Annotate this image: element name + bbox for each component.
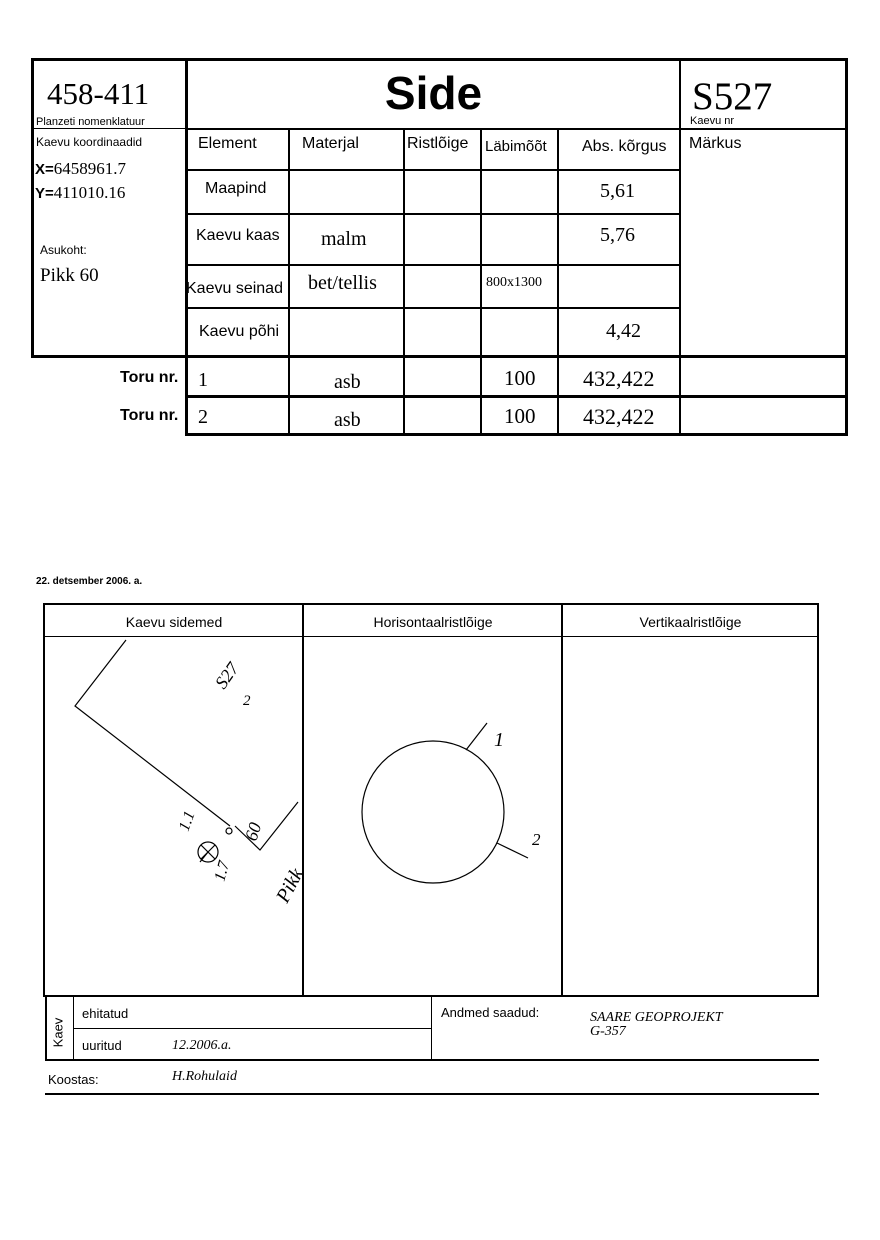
distance-label-2: 1.7: [211, 859, 234, 884]
pipe-material-1: asb: [334, 371, 361, 393]
pipe-2-line: [497, 843, 528, 858]
pipe-number-2: 2: [198, 406, 208, 428]
address-value: Pikk 60: [40, 265, 99, 286]
col-header-material: Materjal: [302, 135, 359, 152]
row-element-ground: Maapind: [205, 180, 267, 197]
compiled-by-value: H.Rohulaid: [172, 1069, 237, 1084]
surveyed-label: uuritud: [82, 1038, 122, 1053]
panel-title-connections: Kaevu sidemed: [125, 614, 223, 630]
pipe-diameter-1: 100: [504, 366, 536, 390]
pipe-elevation-2: 432,422: [583, 404, 655, 429]
pipe-material-2: asb: [334, 409, 361, 431]
footer-side-label: Kaev: [50, 1017, 66, 1048]
col-header-notes: Märkus: [689, 135, 742, 152]
panel-title-horizontal: Horisontaalristlõige: [373, 614, 493, 630]
plan-label-top2: 2: [243, 693, 251, 709]
x-label: X=: [35, 161, 54, 178]
well-cross-section: [362, 741, 504, 883]
row-elevation-lid: 5,76: [600, 224, 635, 246]
row-elevation-ground: 5,61: [600, 180, 635, 202]
address-label: Asukoht:: [40, 243, 87, 257]
pipe-elevation-1: 432,422: [583, 366, 655, 391]
compiled-by-label: Koostas:: [48, 1072, 99, 1087]
pipe-1-line: [466, 723, 487, 750]
data-source-line1: SAARE GEOPROJEKT: [590, 1010, 723, 1025]
pipe-2-mark: 2: [532, 830, 541, 849]
well-number: S527: [692, 75, 773, 118]
y-label: Y=: [35, 185, 54, 202]
pipe-label-2: Toru nr.: [120, 407, 179, 424]
well-number-label: Kaevu nr: [690, 115, 735, 127]
pipe-number-1: 1: [198, 369, 208, 391]
coords-label: Kaevu koordinaadid: [36, 135, 143, 149]
plan-label-top: S27: [210, 658, 243, 693]
y-value: 411010.16: [53, 183, 126, 202]
pipe-label-1: Toru nr.: [120, 369, 179, 386]
street-label: Pikk: [271, 864, 309, 907]
col-header-elevation: Abs. kõrgus: [582, 138, 667, 155]
corner-house-number: 60: [240, 819, 266, 844]
panel-title-vertical: Vertikaalristlõige: [639, 614, 742, 630]
data-source-label: Andmed saadud:: [441, 1005, 540, 1020]
row-material-walls: bet/tellis: [308, 272, 377, 294]
col-header-diameter: Läbimõõt: [485, 138, 547, 155]
col-header-section: Ristlõige: [407, 135, 469, 152]
pipe-diameter-2: 100: [504, 404, 536, 428]
sheet-number-label: Planzeti nomenklatuur: [36, 116, 145, 128]
row-diameter-walls: 800x1300: [486, 275, 542, 290]
sheet-number: 458-411: [47, 76, 150, 111]
x-value: 6458961.7: [53, 159, 127, 178]
surveyed-value: 12.2006.a.: [172, 1038, 232, 1053]
pipe-1-mark: 1: [494, 729, 504, 751]
corner-distance-label: 1.1: [175, 808, 199, 834]
row-material-lid: malm: [321, 228, 367, 250]
row-elevation-bottom: 4,42: [606, 320, 641, 342]
row-element-bottom: Kaevu põhi: [199, 323, 280, 340]
document-date: 22. detsember 2006. a.: [36, 576, 143, 587]
built-label: ehitatud: [82, 1006, 129, 1021]
page-title: Side: [384, 67, 483, 119]
col-header-element: Element: [198, 135, 257, 152]
data-source-line2: G-357: [590, 1024, 626, 1039]
row-element-walls: Kaevu seinad: [186, 280, 283, 297]
row-element-lid: Kaevu kaas: [196, 227, 280, 244]
